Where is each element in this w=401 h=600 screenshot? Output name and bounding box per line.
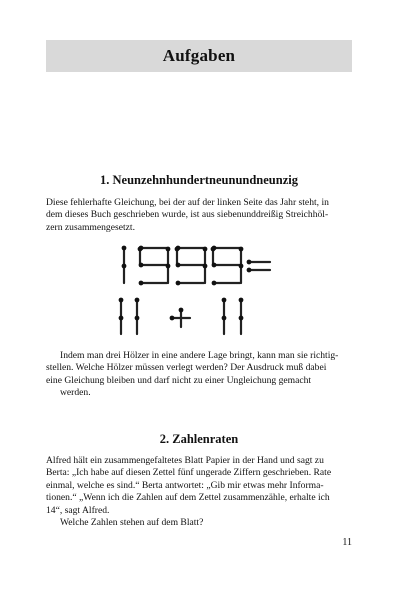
- matchstick: [212, 263, 240, 268]
- matchstick: [247, 268, 270, 273]
- matchstick: [239, 298, 244, 316]
- matchstick: [119, 316, 124, 334]
- matchstick: [119, 298, 124, 316]
- chapter-title: Aufgaben: [162, 46, 236, 65]
- section2-title: 2. Zahlenraten: [159, 432, 239, 446]
- section1-body: [46, 350, 352, 400]
- intro-line: dem dieses Buch geschrieben wurde, ist aus siebenunddreißig Streichhöl-: [46, 209, 329, 221]
- matchstick: [122, 264, 127, 283]
- intro-line: Diese fehlerhafte Gleichung, bei der auf der linken Seite das Jahr steht, in: [46, 197, 329, 208]
- body-line: Berta: „Ich habe auf diesen Zettel fünf ungerade Ziffern geschrieben. Rate: [46, 467, 332, 479]
- page-number: 11: [342, 537, 352, 548]
- matchstick: [203, 247, 208, 264]
- matchstick: [138, 247, 143, 264]
- matchstick: [247, 260, 270, 265]
- matchstick: [139, 281, 167, 286]
- question-line: Welche Zahlen stehen auf dem Blatt?: [60, 517, 204, 529]
- matchstick: [170, 316, 190, 321]
- matchstick: [139, 246, 167, 251]
- matchstick: [222, 298, 227, 316]
- body-line: 14“, sagt Alfred.: [46, 504, 110, 516]
- body-line: Alfred hält ein zusammengefaltetes Blatt Papier in der Hand und sagt zu: [46, 455, 324, 466]
- body-line: einmal, welche es sind.“ Berta antwortet: „Gib mir etwas mehr Informa-: [46, 479, 324, 491]
- matchstick: [135, 316, 140, 334]
- matchstick: [176, 246, 204, 251]
- body-line: stellen. Welche Hölzer müssen verlegt werden? Der Ausdruck muß dabei: [46, 362, 327, 374]
- intro-line: zern zusammengesetzt.: [46, 221, 135, 233]
- matchstick: [211, 247, 216, 264]
- section1-title: 1. Neunzehnhundertneunundneunzig: [100, 173, 298, 187]
- matchstick: [122, 246, 127, 264]
- body-line: Indem man drei Hölzer in eine andere Lage bringt, kann man sie richtig-: [60, 350, 339, 361]
- section2-body: [46, 455, 352, 529]
- matchstick: [239, 247, 244, 264]
- matchstick: [212, 246, 240, 251]
- matchstick: [166, 247, 171, 264]
- matchstick: [222, 316, 227, 334]
- body-line: werden.: [60, 387, 91, 399]
- matchstick: [135, 298, 140, 316]
- matchstick: [176, 263, 204, 268]
- body-line: eine Gleichung bleiben und darf nicht zu einer Ungleichung gemacht: [46, 374, 312, 386]
- matchstick: [212, 281, 240, 286]
- matchstick: [239, 264, 244, 283]
- matchstick: [139, 263, 167, 268]
- matchstick: [176, 281, 204, 286]
- matchstick: [175, 247, 180, 264]
- body-line: tionen.“ „Wenn ich die Zahlen auf dem Zettel zusammenzähle, erhalte ich: [46, 492, 330, 504]
- matchstick: [166, 264, 171, 283]
- matchstick: [239, 316, 244, 334]
- matchstick: [203, 264, 208, 283]
